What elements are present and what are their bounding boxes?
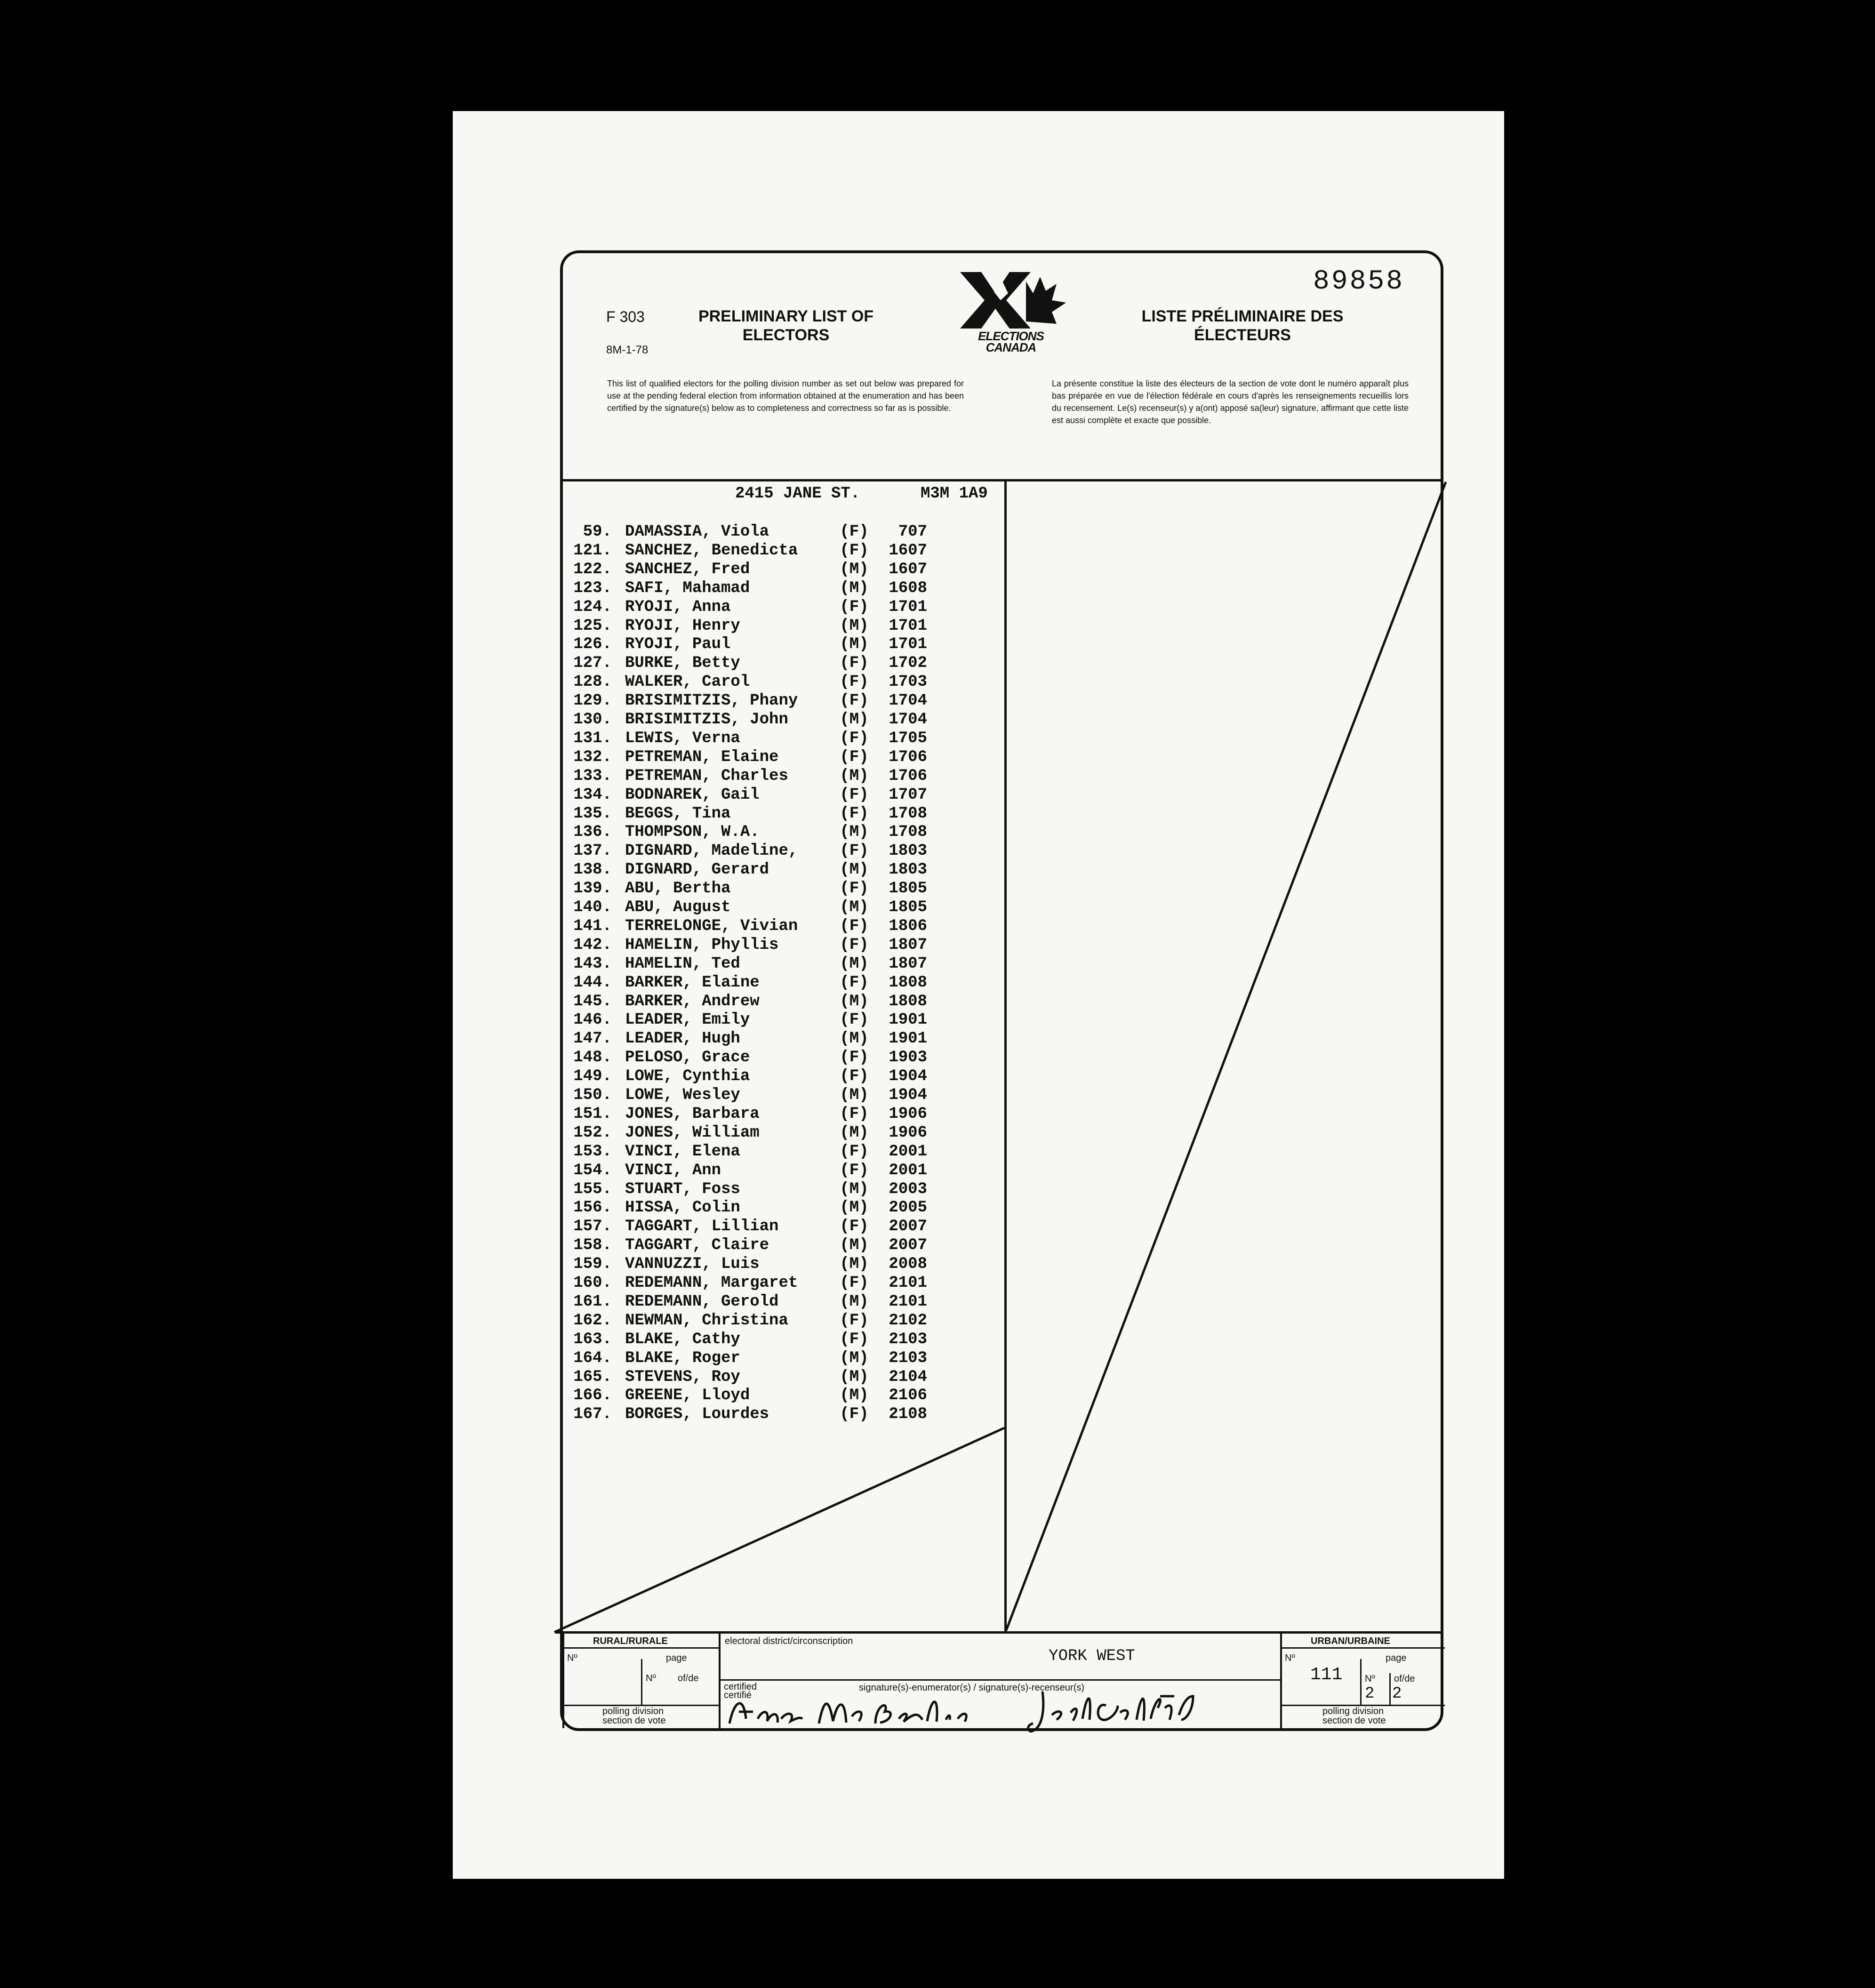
elector-number: 149. (573, 1067, 612, 1086)
intro-text-french: La présente constitue la liste des électeurs de la section de vote dont le numéro apparaît plus bas préparée en vue de l'élection fédérale en cours d'après les renseignements recueillis lors du recensement. Le(s) recenseur(s) y a(ont) apposé sa(leur) signature, affirmant que cette liste est aussi complète et exacte que possible. (1052, 379, 1409, 425)
elector-name: ABU, August (625, 898, 731, 916)
elector-sex: (F) (840, 1311, 869, 1330)
elector-number: 126. (573, 635, 612, 654)
elector-name: PELOSO, Grace (625, 1049, 750, 1067)
elector-unit: 1708 (889, 823, 927, 842)
elector-sex: (F) (840, 1405, 869, 1424)
elector-number: 121. (573, 541, 612, 560)
title-french: LISTE PRÉLIMINAIRE DES ÉLECTEURS (1141, 307, 1344, 344)
elector-unit: 1803 (889, 861, 927, 879)
urban-label: URBAN/URBAINE (1311, 1636, 1390, 1646)
elector-sex: (M) (840, 1236, 869, 1255)
elector-name: DAMASSIA, Viola (625, 523, 769, 541)
elector-unit: 1702 (889, 654, 927, 673)
elector-unit: 1906 (889, 1105, 927, 1123)
intro-text-english: This list of qualified electors for the polling division number as set out below was prepared for use at the pending federal election from information obtained at the enumeration and has been certified by the signature(s) below as to completeness and correctness so far as is possible. (607, 379, 964, 413)
elector-name: GREENE, Lloyd (625, 1387, 750, 1405)
elector-unit: 1807 (889, 954, 927, 973)
elector-name: BLAKE, Roger (625, 1349, 740, 1367)
elector-unit: 1608 (889, 579, 927, 597)
elector-unit: 2101 (889, 1292, 927, 1311)
elector-sex: (M) (840, 992, 869, 1010)
rural-page-divider (641, 1659, 642, 1706)
elector-sex: (M) (840, 617, 869, 635)
elector-unit: 2108 (889, 1405, 927, 1424)
elector-sex: (F) (840, 1105, 869, 1123)
elector-sex: (F) (840, 804, 869, 823)
elector-name: SANCHEZ, Benedicta (625, 541, 798, 560)
elector-number: 123. (573, 579, 612, 597)
elector-name: BORGES, Lourdes (625, 1405, 769, 1424)
elector-sex: (M) (840, 898, 869, 916)
elector-name: TAGGART, Claire (625, 1236, 769, 1255)
elector-name: RYOJI, Henry (625, 617, 740, 635)
elector-number: 162. (573, 1311, 612, 1330)
rural-header-line (562, 1647, 721, 1649)
elector-name: PETREMAN, Elaine (625, 748, 779, 766)
rural-no-label: Nº (567, 1653, 577, 1663)
elector-unit: 2103 (889, 1349, 927, 1367)
elector-sex: (F) (840, 748, 869, 766)
elector-name: NEWMAN, Christina (625, 1311, 788, 1330)
elector-number: 152. (573, 1123, 612, 1142)
elector-name: BARKER, Andrew (625, 992, 760, 1010)
elector-unit: 1805 (889, 880, 927, 898)
elector-sex: (M) (840, 1292, 869, 1311)
elector-unit: 2005 (889, 1199, 927, 1217)
urban-header-line (1280, 1647, 1445, 1649)
elector-unit: 1708 (889, 804, 927, 823)
district-line (719, 1679, 1281, 1681)
elector-name: BODNAREK, Gail (625, 786, 760, 804)
signature-label: signature(s)-enumerator(s) / signature(s)-recenseur(s) (859, 1683, 1085, 1693)
form-number: F 303 (606, 308, 645, 325)
elector-sex: (M) (840, 1123, 869, 1142)
elector-unit: 1807 (889, 936, 927, 954)
elector-unit: 707 (898, 523, 927, 541)
elector-number: 138. (573, 861, 612, 879)
elector-number: 141. (573, 917, 612, 935)
elector-number: 135. (573, 804, 612, 823)
elector-number: 134. (573, 786, 612, 804)
elector-name: BLAKE, Cathy (625, 1330, 740, 1348)
elector-number: 140. (573, 898, 612, 916)
elector-unit: 1706 (889, 767, 927, 785)
elector-unit: 1707 (889, 786, 927, 804)
elector-name: ABU, Bertha (625, 880, 731, 898)
elector-name: THOMPSON, W.A. (625, 823, 760, 842)
elector-number: 136. (573, 823, 612, 842)
elector-unit: 1607 (889, 541, 927, 560)
elector-sex: (F) (840, 598, 869, 616)
elector-sex: (F) (840, 917, 869, 935)
elector-unit: 1701 (889, 598, 927, 616)
elector-number: 151. (573, 1105, 612, 1123)
elector-sex: (F) (840, 1142, 869, 1161)
elector-number: 125. (573, 617, 612, 635)
elector-number: 143. (573, 954, 612, 973)
elector-number: 160. (573, 1274, 612, 1292)
elector-sex: (F) (840, 936, 869, 954)
elector-name: DIGNARD, Madeline, (625, 842, 798, 860)
elector-unit: 1904 (889, 1067, 927, 1086)
elector-name: REDEMANN, Margaret (625, 1274, 798, 1292)
elector-sex: (M) (840, 767, 869, 785)
elector-sex: (M) (840, 1368, 869, 1386)
urban-page-label: page (1386, 1653, 1407, 1663)
rural-label: RURAL/RURALE (593, 1636, 668, 1646)
elector-sex: (F) (840, 541, 869, 560)
elector-name: STUART, Foss (625, 1180, 740, 1198)
elector-sex: (F) (840, 786, 869, 804)
elector-unit: 1701 (889, 617, 927, 635)
elector-sex: (F) (840, 654, 869, 673)
elector-name: VINCI, Elena (625, 1142, 740, 1161)
elector-sex: (M) (840, 635, 869, 654)
elector-sex: (F) (840, 973, 869, 992)
elector-unit: 1903 (889, 1049, 927, 1067)
elector-unit: 1803 (889, 842, 927, 860)
elector-name: BRISIMITZIS, Phany (625, 692, 798, 710)
elector-unit: 2104 (889, 1368, 927, 1386)
elector-sex: (F) (840, 1011, 869, 1029)
elector-unit: 1901 (889, 1011, 927, 1029)
elector-number: 59. (583, 523, 612, 541)
elector-unit: 1607 (889, 560, 927, 578)
elector-number: 128. (573, 673, 612, 691)
elector-unit: 1706 (889, 748, 927, 766)
street-address: 2415 JANE ST. (735, 485, 860, 503)
elector-sex: (M) (840, 1349, 869, 1367)
elector-name: LOWE, Wesley (625, 1086, 740, 1104)
page-total: 2 (1392, 1685, 1402, 1703)
elector-sex: (M) (840, 1199, 869, 1217)
elector-unit: 1704 (889, 711, 927, 729)
elector-sex: (F) (840, 1067, 869, 1086)
elector-number: 166. (573, 1387, 612, 1405)
elector-sex: (M) (840, 579, 869, 597)
elector-sex: (M) (840, 1180, 869, 1198)
elector-name: REDEMANN, Gerold (625, 1292, 779, 1311)
elector-unit: 2007 (889, 1218, 927, 1236)
elector-number: 163. (573, 1330, 612, 1348)
urban-page-divider (1360, 1659, 1362, 1706)
elector-number: 127. (573, 654, 612, 673)
rural-polling-label: polling division section de vote (602, 1706, 666, 1726)
elector-unit: 2007 (889, 1236, 927, 1255)
elector-sex: (M) (840, 1255, 869, 1274)
elector-number: 155. (573, 1180, 612, 1198)
elector-number: 150. (573, 1086, 612, 1104)
elector-sex: (F) (840, 692, 869, 710)
elector-name: BRISIMITZIS, John (625, 711, 788, 729)
urban-of-divider (1389, 1673, 1391, 1706)
elector-unit: 2003 (889, 1180, 927, 1198)
elector-sex: (F) (840, 1049, 869, 1067)
elector-name: RYOJI, Paul (625, 635, 731, 654)
elector-sex: (F) (840, 880, 869, 898)
elector-number: 132. (573, 748, 612, 766)
elector-sex: (M) (840, 1387, 869, 1405)
elector-number: 129. (573, 692, 612, 710)
enumerator-signature-1 (725, 1691, 979, 1733)
elector-number: 165. (573, 1368, 612, 1386)
elector-name: SAFI, Mahamad (625, 579, 750, 597)
elector-unit: 1806 (889, 917, 927, 935)
elector-name: LEADER, Hugh (625, 1030, 740, 1048)
elector-number: 147. (573, 1030, 612, 1048)
elector-unit: 2103 (889, 1330, 927, 1348)
elector-unit: 1904 (889, 1086, 927, 1104)
elector-number: 124. (573, 598, 612, 616)
elector-unit: 1703 (889, 673, 927, 691)
elector-number: 133. (573, 767, 612, 785)
elector-number: 167. (573, 1405, 612, 1424)
elector-sex: (M) (840, 954, 869, 973)
elector-unit: 1701 (889, 635, 927, 654)
urban-no-label: Nº (1285, 1653, 1295, 1663)
form-date: 8M-1-78 (606, 344, 649, 356)
urban-page-no-label: Nº (1365, 1674, 1375, 1684)
elector-number: 164. (573, 1349, 612, 1367)
elector-number: 154. (573, 1161, 612, 1179)
elector-unit: 2102 (889, 1311, 927, 1330)
elector-number: 158. (573, 1236, 612, 1255)
elector-number: 153. (573, 1142, 612, 1161)
elector-sex: (F) (840, 673, 869, 691)
elector-unit: 2001 (889, 1161, 927, 1179)
urban-polling-label: polling division section de vote (1322, 1706, 1386, 1726)
title-english: PRELIMINARY LIST OF ELECTORS (698, 307, 874, 344)
page-number: 2 (1365, 1685, 1375, 1703)
elector-sex: (F) (840, 1274, 869, 1292)
elector-name: WALKER, Carol (625, 673, 750, 691)
elector-number: 148. (573, 1049, 612, 1067)
elector-name: HAMELIN, Ted (625, 954, 740, 973)
elector-number: 146. (573, 1011, 612, 1029)
elector-name: PETREMAN, Charles (625, 767, 788, 785)
elector-name: BARKER, Elaine (625, 973, 760, 992)
elector-name: BURKE, Betty (625, 654, 740, 673)
elector-name: TERRELONGE, Vivian (625, 917, 798, 935)
elector-sex: (M) (840, 711, 869, 729)
elector-name: SANCHEZ, Fred (625, 560, 750, 578)
elector-name: VINCI, Ann (625, 1161, 721, 1179)
elector-name: BEGGS, Tina (625, 804, 731, 823)
elector-unit: 1704 (889, 692, 927, 710)
elector-unit: 2106 (889, 1387, 927, 1405)
elector-sex: (F) (840, 1218, 869, 1236)
elector-sex: (M) (840, 861, 869, 879)
elector-sex: (F) (840, 523, 869, 541)
rural-page-label: page (666, 1653, 687, 1663)
elector-name: LEWIS, Verna (625, 729, 740, 747)
elector-name: HAMELIN, Phyllis (625, 936, 779, 954)
elector-name: LEADER, Emily (625, 1011, 750, 1029)
elector-unit: 1901 (889, 1030, 927, 1048)
elector-name: VANNUZZI, Luis (625, 1255, 760, 1274)
certified-label: certified certifié (724, 1682, 757, 1700)
elector-number: 130. (573, 711, 612, 729)
serial-number: 89858 (1313, 266, 1405, 297)
elector-sex: (F) (840, 842, 869, 860)
elector-unit: 1808 (889, 992, 927, 1010)
elector-sex: (M) (840, 560, 869, 578)
elector-unit: 1808 (889, 973, 927, 992)
elector-number: 144. (573, 973, 612, 992)
elector-name: HISSA, Colin (625, 1199, 740, 1217)
elector-sex: (M) (840, 1086, 869, 1104)
urban-of-label: of/de (1394, 1674, 1415, 1684)
elector-name: JONES, Barbara (625, 1105, 760, 1123)
elector-name: STEVENS, Roy (625, 1368, 740, 1386)
district-name: YORK WEST (1049, 1647, 1135, 1665)
elector-unit: 2101 (889, 1274, 927, 1292)
elector-name: LOWE, Cynthia (625, 1067, 750, 1086)
elector-sex: (M) (840, 1030, 869, 1048)
elector-sex: (F) (840, 1330, 869, 1348)
elector-name: JONES, William (625, 1123, 760, 1142)
elector-unit: 1705 (889, 729, 927, 747)
elector-number: 142. (573, 936, 612, 954)
elector-number: 139. (573, 880, 612, 898)
logo-text: ELECTIONS CANADA (978, 329, 1044, 354)
elector-unit: 2001 (889, 1142, 927, 1161)
elector-unit: 2008 (889, 1255, 927, 1274)
postal-code: M3M 1A9 (921, 485, 988, 503)
elector-name: DIGNARD, Gerard (625, 861, 769, 879)
elector-sex: (M) (840, 823, 869, 842)
elector-number: 131. (573, 729, 612, 747)
elector-number: 122. (573, 560, 612, 578)
polling-division-number: 111 (1310, 1665, 1343, 1685)
elector-number: 161. (573, 1292, 612, 1311)
elector-name: RYOJI, Anna (625, 598, 731, 616)
elector-number: 157. (573, 1218, 612, 1236)
elector-name: TAGGART, Lillian (625, 1218, 779, 1236)
elector-unit: 1805 (889, 898, 927, 916)
elector-sex: (F) (840, 729, 869, 747)
elector-number: 156. (573, 1199, 612, 1217)
district-label: electoral district/circonscription (725, 1636, 853, 1646)
rural-of-label: of/de (678, 1673, 699, 1683)
enumerator-signature-2 (1024, 1687, 1212, 1739)
elector-number: 159. (573, 1255, 612, 1274)
elector-number: 145. (573, 992, 612, 1010)
rural-page-no-label: Nº (646, 1673, 656, 1683)
elector-sex: (F) (840, 1161, 869, 1179)
elector-number: 137. (573, 842, 612, 860)
elector-unit: 1906 (889, 1123, 927, 1142)
